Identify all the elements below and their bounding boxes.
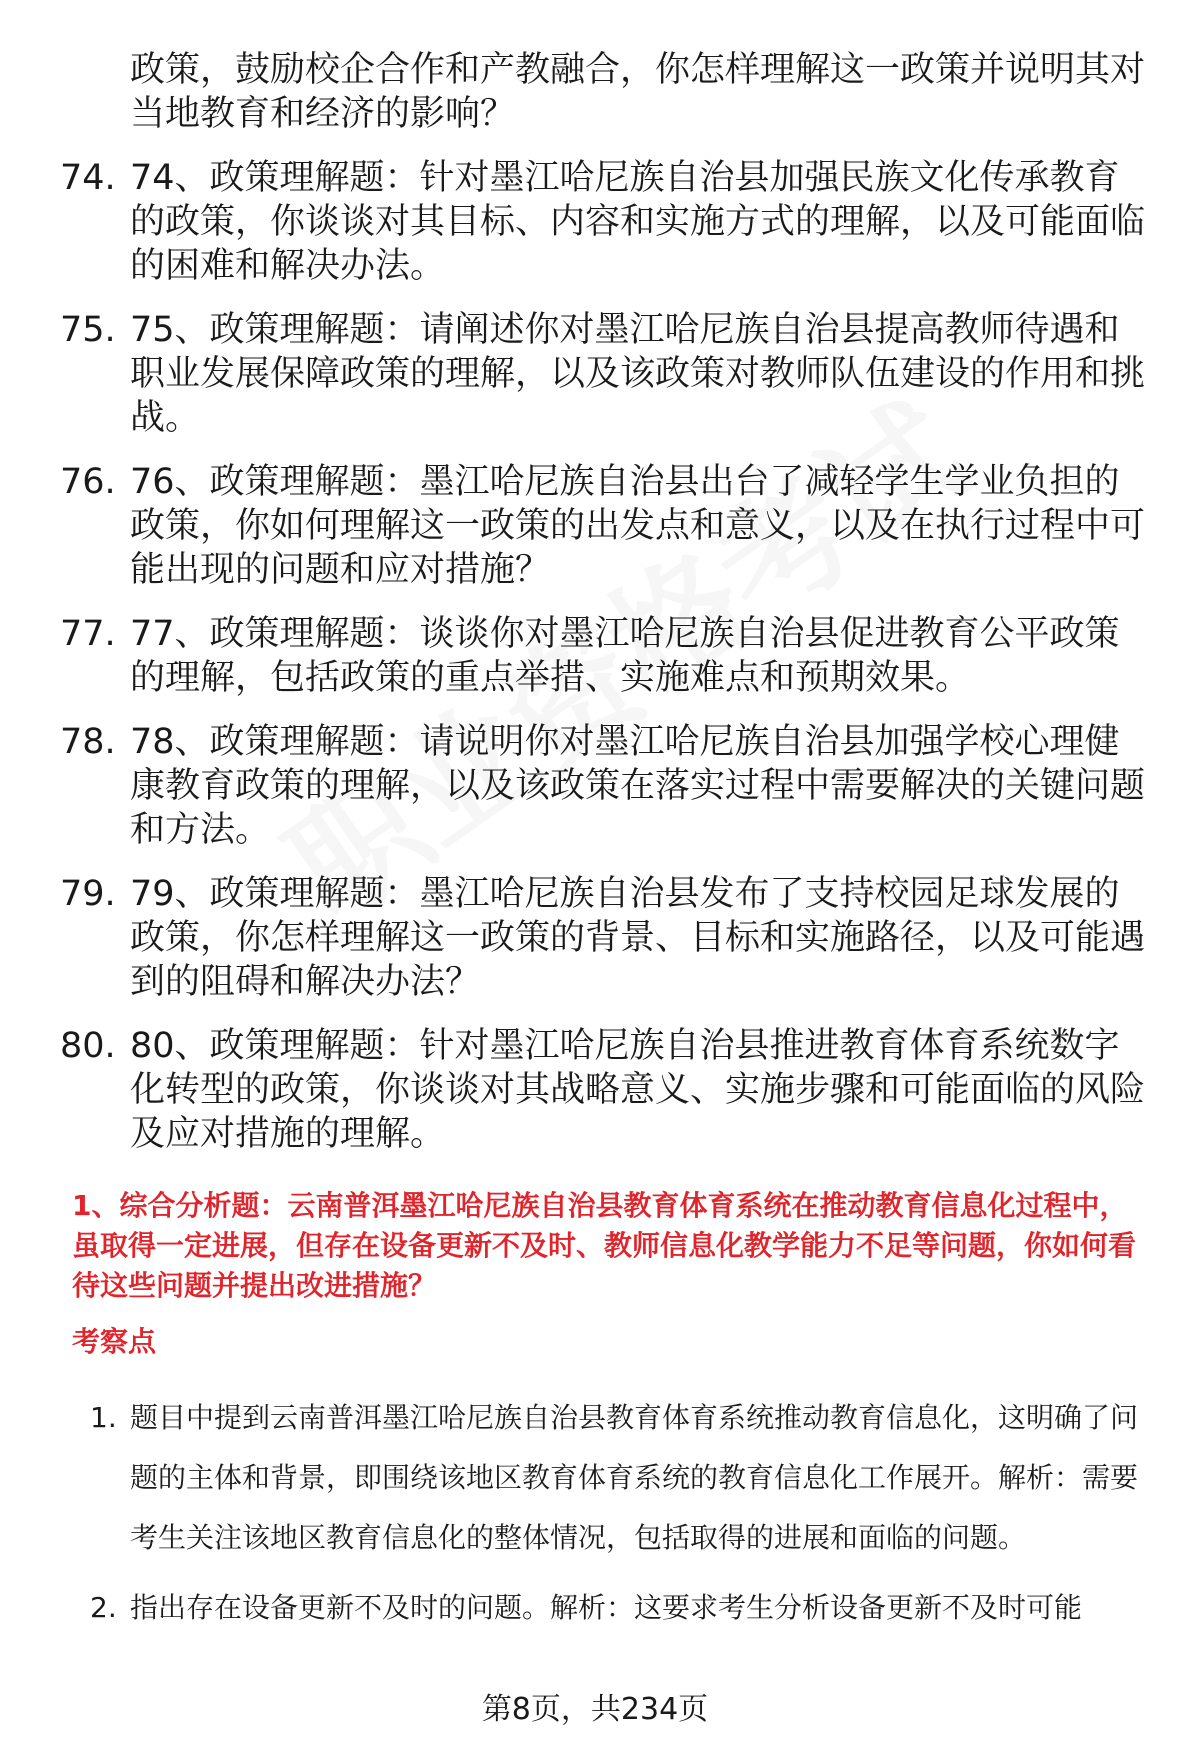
question-text: 政策，鼓励校企合作和产教融合，你怎样理解这一政策并说明其对当地教育和经济的影响？: [130, 50, 1146, 134]
question-text: 78、政策理解题：请说明你对墨江哈尼族自治县加强学校心理健康教育政策的理解，以及该政策在落实过程中需要解决的关键问题和方法。: [130, 722, 1146, 850]
list-item: [0, 872, 1190, 1004]
question-text: 74、政策理解题：针对墨江哈尼族自治县加强民族文化传承教育的政策，你谈谈对其目标、内容和实施方式的理解，以及可能面临的困难和解决办法。: [130, 158, 1146, 286]
question-list: [0, 48, 1190, 1176]
question-number: 78.: [60, 722, 116, 762]
question-text: 75、政策理解题：请阐述你对墨江哈尼族自治县提高教师待遇和职业发展保障政策的理解，以及该政策对教师队伍建设的作用和挑战。: [130, 310, 1146, 438]
question-number: 74.: [60, 158, 116, 198]
question-text: 80、政策理解题：针对墨江哈尼族自治县推进教育体育系统数字化转型的政策，你谈谈对其战略意义、实施步骤和可能面临的风险及应对措施的理解。: [130, 1026, 1146, 1154]
point-text: 指出存在设备更新不及时的问题。解析：这要求考生分析设备更新不及时可能: [130, 1591, 1083, 1624]
question-number: 80.: [60, 1026, 116, 1066]
list-item: [0, 612, 1190, 700]
question-text: 77、政策理解题：谈谈你对墨江哈尼族自治县促进教育公平政策的理解，包括政策的重点举措、实施难点和预期效果。: [130, 614, 1120, 698]
analysis-subheading: 考察点: [72, 1325, 157, 1358]
page-number: 第8页，共234页: [481, 1692, 709, 1727]
analysis-points: [0, 1388, 1190, 1648]
question-text: 76、政策理解题：墨江哈尼族自治县出台了减轻学生学业负担的政策，你如何理解这一政策的出发点和意义，以及在执行过程中可能出现的问题和应对措施？: [130, 462, 1146, 590]
question-number: 75.: [60, 310, 116, 350]
list-item: [0, 720, 1190, 852]
point-number: 1.: [90, 1401, 117, 1434]
list-item: [0, 1578, 1190, 1638]
list-item: [0, 156, 1190, 288]
list-item: [0, 1024, 1190, 1156]
list-item: [0, 460, 1190, 592]
question-text: 79、政策理解题：墨江哈尼族自治县发布了支持校园足球发展的政策，你怎样理解这一政策的背景、目标和实施路径，以及可能遇到的阻碍和解决办法？: [130, 874, 1146, 1002]
list-item: [0, 308, 1190, 440]
question-number: 76.: [60, 462, 116, 502]
question-number: 79.: [60, 874, 116, 914]
point-text: 题目中提到云南普洱墨江哈尼族自治县教育体育系统推动教育信息化，这明确了问题的主体和背景，即围绕该地区教育体育系统的教育信息化工作展开。解析：需要考生关注该地区教育信息化的整体情况，包括取得的进展和面临的问题。: [130, 1401, 1139, 1554]
list-item-continuation: [0, 48, 1190, 136]
analysis-question-title: 1、综合分析题：云南普洱墨江哈尼族自治县教育体育系统在推动教育信息化过程中，虽取得一定进展，但存在设备更新不及时、教师信息化教学能力不足等问题，你如何看待这些问题并提出改进措施？: [72, 1189, 1137, 1302]
list-item: [0, 1388, 1190, 1568]
point-number: 2.: [90, 1591, 117, 1624]
question-number: 77.: [60, 614, 116, 654]
